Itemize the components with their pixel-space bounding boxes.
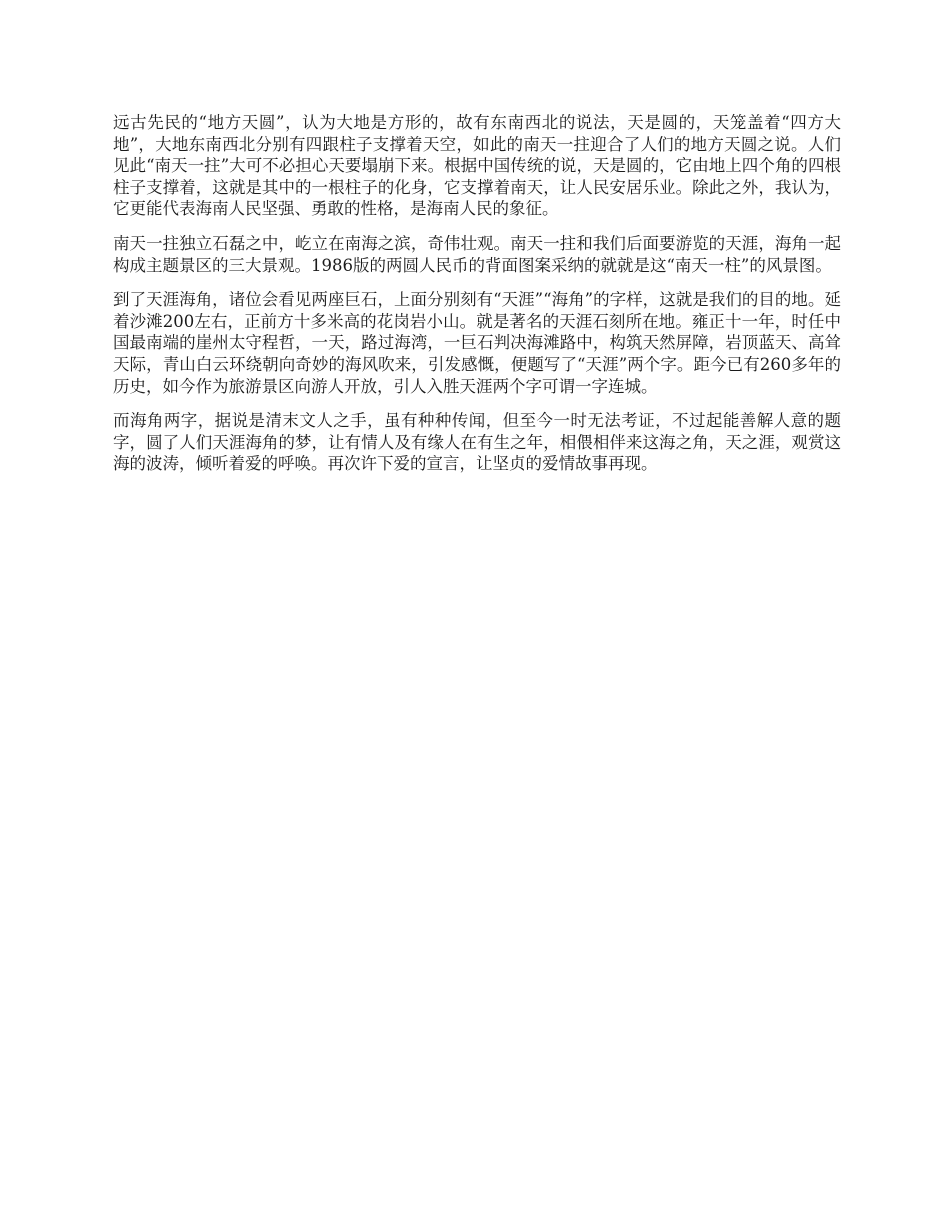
paragraph-4: 而海角两字，据说是清末文人之手，虽有种种传闻，但至今一时无法考证，不过起能善解人意的题字，圆了人们天涯海角的梦，让有情人及有缘人在有生之年，相偎相伴来这海之角，天之涯，观赏这海的波涛，倾听着爱的呼唤。再次许下爱的宣言，让坚贞的爱情故事再现。: [113, 411, 841, 474]
document-body: [113, 112, 841, 488]
paragraph-2: 南天一拄独立石磊之中，屹立在南海之滨，奇伟壮观。南天一拄和我们后面要游览的天涯，海角一起构成主题景区的三大景观。1986版的两圆人民币的背面图案采纳的就就是这“南天一柱”的风景图。: [113, 233, 841, 275]
paragraph-3: 到了天涯海角，诸位会看见两座巨石，上面分别刻有“天涯”“海角”的字样，这就是我们的目的地。延着沙滩200左右，正前方十多米高的花岗岩小山。就是著名的天涯石刻所在地。雍正十一年，时任中国最南端的崖州太守程哲，一天，路过海湾，一巨石判决海滩路中，构筑天然屏障，岩顶蓝天、高耸天际，青山白云环绕朝向奇妙的海风吹来，引发感慨，便题写了“天涯”两个字。距今已有260多年的历史，如今作为旅游景区向游人开放，引人入胜天涯两个字可谓一字连城。: [113, 290, 841, 396]
paragraph-1: 远古先民的“地方天圆”，认为大地是方形的，故有东南西北的说法，天是圆的，天笼盖着“四方大地”，大地东南西北分别有四跟柱子支撑着天空，如此的南天一拄迎合了人们的地方天圆之说。人们见此“南天一拄”大可不必担心天要塌崩下来。根据中国传统的说，天是圆的，它由地上四个角的四根柱子支撑着，这就是其中的一根柱子的化身，它支撑着南天，让人民安居乐业。除此之外，我认为，它更能代表海南人民坚强、勇敢的性格，是海南人民的象征。: [113, 113, 841, 219]
